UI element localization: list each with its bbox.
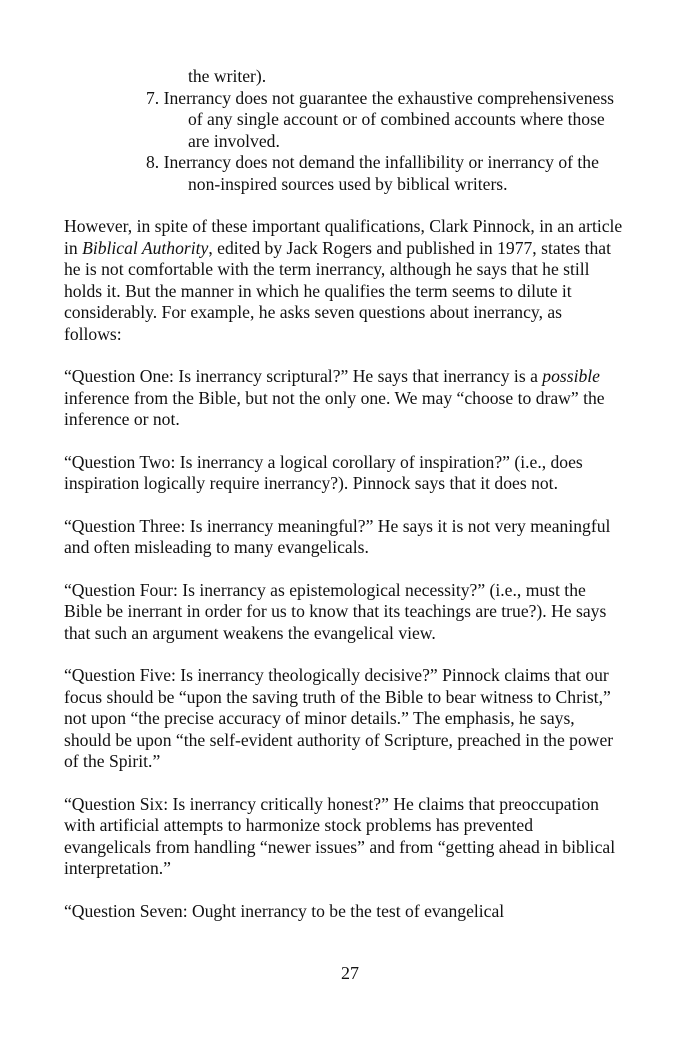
list-text: Inerrancy does not guarantee the exhaustive comprehensiveness of any single account or of combined accounts where those are involved. (163, 87, 615, 151)
q1-after: inference from the Bible, but not the only one. We may “choose to draw” the inference or not. (64, 387, 605, 429)
question-six-paragraph: “Question Six: Is inerrancy critically honest?” He claims that preoccupation with artificial attempts to harmonize stock problems has prevented evangelicals from handling “newer issues” and from “getting ahead in biblical interpretation.” (64, 793, 616, 878)
question-one-paragraph (64, 366, 624, 431)
book-title: Biblical Authority (82, 237, 209, 258)
intro-paragraph (64, 216, 624, 345)
list-text: Inerrancy does not demand the infallibility or inerrancy of the non-inspired sources used by biblical writers. (163, 152, 599, 194)
list-item-8 (146, 152, 624, 195)
q1-before: “Question One: Is inerrancy scriptural?” He says that inerrancy is a (64, 366, 543, 386)
page-body (64, 66, 624, 922)
list-continuation: the writer). (188, 66, 267, 86)
intro-before: However, in spite of these important qualifications, Clark Pinnock, in an article in (64, 216, 623, 258)
question-seven-paragraph: “Question Seven: Ought inerrancy to be the test of evangelical (64, 900, 505, 921)
page-number: 27 (341, 963, 359, 983)
question-four-paragraph: “Question Four: Is inerrancy as epistemological necessity?” (i.e., must the Bible be inerrant in order for us to know that its teachings are true?). He says that such an argument weakens the evangelical view. (64, 579, 607, 643)
question-two-paragraph: “Question Two: Is inerrancy a logical corollary of inspiration?” (i.e., does inspiration logically require inerrancy?). Pinnock says that it does not. (64, 451, 583, 493)
list-number: 8. (146, 152, 160, 172)
question-five-paragraph: “Question Five: Is inerrancy theologically decisive?” Pinnock claims that our focus should be “upon the saving truth of the Bible to bear witness to Christ,” not upon “the precise accuracy of minor details.” The emphasis, he says, should be upon “the self-evident authority of Scripture, preached in the power of the Spirit.” (64, 665, 614, 771)
list-number: 7. (146, 87, 160, 108)
list-item-7 (146, 87, 624, 153)
intro-after: , edited by Jack Rogers and published in 1977, states that he is not comfortable with the term inerrancy, although he says that he still holds it. But the manner in which he qualifies the term seems to dilute it considerably. For example, he asks seven questions about inerrancy, as follows: (64, 237, 611, 344)
qualification-list (64, 88, 624, 196)
question-three-paragraph: “Question Three: Is inerrancy meaningful?” He says it is not very meaningful and often misleading to many evangelicals. (64, 515, 611, 557)
q1-emphasis: possible (542, 366, 600, 386)
